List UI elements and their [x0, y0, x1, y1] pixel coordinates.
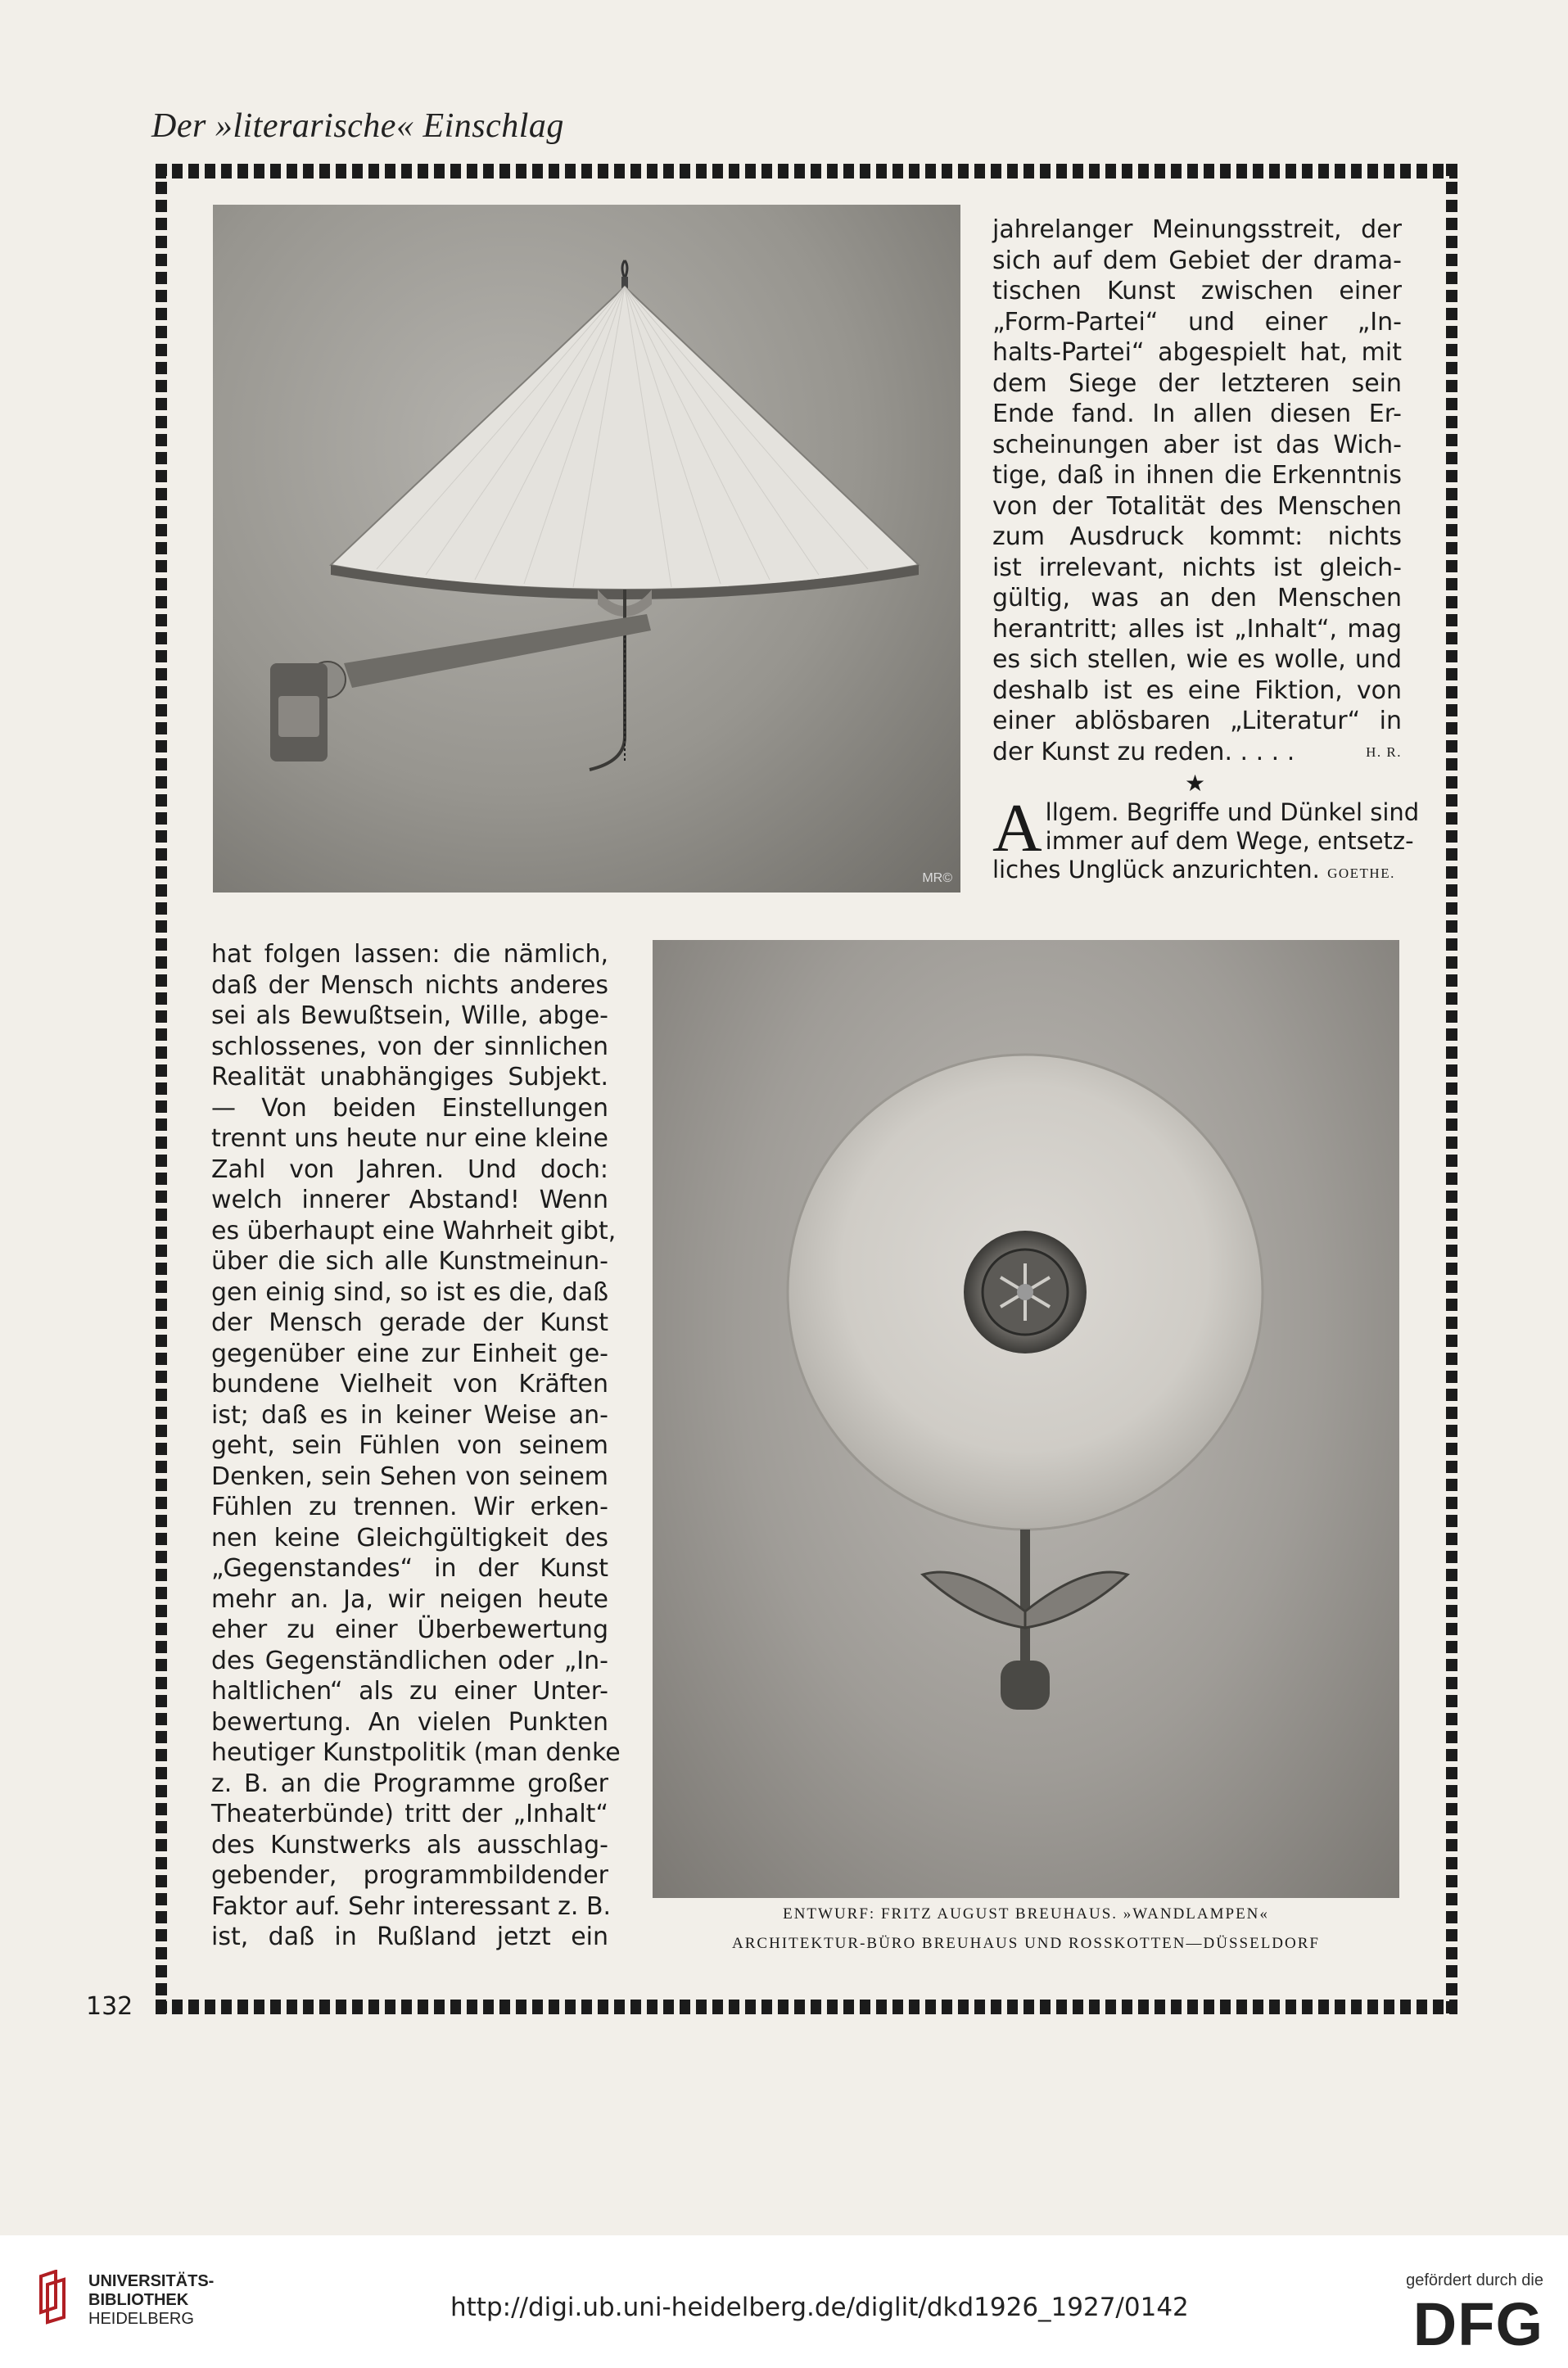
left-text-line: sei als Bewußtsein, Wille, abge-	[211, 1001, 608, 1030]
left-text-line: mehr an. Ja, wir neigen heute	[211, 1584, 608, 1614]
left-text-line: gen einig sind, so ist es die, daß	[211, 1277, 608, 1307]
right-text-line: halts-Partei“ abgespielt hat, mit	[992, 338, 1402, 367]
left-text-line: bewertung. An vielen Punkten	[211, 1707, 608, 1737]
border-right	[1446, 164, 1457, 2014]
right-text-line: tischen Kunst zwischen einer	[992, 277, 1402, 305]
round-lamp-illustration	[653, 940, 1399, 1898]
right-text-line: Ende fand. In allen diesen Er-	[992, 400, 1402, 428]
left-text-line: bundene Vielheit von Kräften	[211, 1370, 608, 1399]
left-text-line: geht, sein Fühlen von seinem	[211, 1431, 608, 1460]
border-bottom	[156, 2000, 1457, 2014]
quote-line: llgem. Begriffe und Dünkel sind	[1045, 798, 1420, 826]
page-number: 132	[86, 1992, 133, 2021]
left-text-line: Theaterbünde) tritt der „Inhalt“	[211, 1800, 608, 1828]
quote-line: immer auf dem Wege, entsetz-	[1045, 827, 1414, 855]
right-text-last-words: der Kunst zu reden. . . . .	[992, 737, 1295, 766]
left-text-line: Zahl von Jahren. Und doch:	[211, 1155, 608, 1184]
left-text-line: Realität unabhängiges Subjekt.	[211, 1063, 608, 1091]
left-text-line: des Gegenständlichen oder „In-	[211, 1646, 608, 1675]
right-text-line: gültig, was an den Menschen	[992, 584, 1402, 612]
left-text-line: trennt uns heute nur eine kleine	[211, 1124, 608, 1153]
photo-caption	[653, 1900, 1399, 1959]
photo-signature: MR©	[922, 871, 952, 885]
right-text-line: zum Ausdruck kommt: nichts	[992, 522, 1402, 551]
right-text-line-last	[992, 737, 1402, 768]
left-text-line: ist; daß es in keiner Weise an-	[211, 1400, 608, 1430]
left-text-line: nen keine Gleichgültigkeit des	[211, 1523, 608, 1552]
source-url-link[interactable]: http://digi.ub.uni-heidelberg.de/diglit/dkd1926_1927/0142	[450, 2293, 1189, 2322]
left-text-column	[211, 939, 621, 1953]
right-text-line: dem Siege der letzteren sein	[992, 368, 1402, 398]
left-text-line: welch innerer Abstand! Wenn	[211, 1186, 608, 1214]
right-text-line: tige, daß in ihnen die Erkenntnis	[992, 461, 1402, 490]
digitization-footer	[0, 2235, 1568, 2368]
library-name-line: HEIDELBERG	[88, 2310, 194, 2328]
running-head: Der »literarische« Einschlag	[151, 107, 564, 145]
right-text-line: ist irrelevant, nichts ist gleich-	[992, 553, 1402, 582]
library-name-line: UNIVERSITÄTS-	[88, 2272, 215, 2290]
left-text-line: z. B. an die Programme großer	[211, 1769, 608, 1798]
left-text-line: daß der Mensch nichts anderes	[211, 970, 608, 1000]
left-text-line: des Kunstwerks als ausschlag-	[211, 1830, 608, 1860]
left-text-line: über die sich alle Kunstmeinun-	[211, 1247, 608, 1276]
author-initials: H. R.	[1366, 743, 1402, 760]
right-text-line: „Form-Partei“ und einer „In-	[992, 307, 1402, 337]
quote-line-last	[992, 856, 1402, 888]
left-text-line: — Von beiden Einstellungen	[211, 1093, 608, 1123]
right-text-line: einer ablösbaren „Literatur“ in	[992, 707, 1402, 735]
left-text-line: „Gegenstandes“ in der Kunst	[211, 1554, 608, 1583]
left-text-line: heutiger Kunstpolitik (man denke	[211, 1738, 621, 1767]
right-text-line: herantritt; alles ist „Inhalt“, mag	[992, 614, 1402, 644]
right-text-line: deshalb ist es eine Fiktion, von	[992, 676, 1402, 705]
left-text-line: schlossenes, von der sinnlichen	[211, 1032, 608, 1061]
left-text-line: gebender, programmbildender	[211, 1861, 608, 1890]
right-text-column	[992, 215, 1402, 767]
quote-last-words: liches Unglück anzurichten.	[992, 856, 1320, 883]
right-text-line: von der Totalität des Menschen	[992, 491, 1402, 521]
right-text-line: es sich stellen, wie es wolle, und	[992, 645, 1402, 674]
library-name-line: BIBLIOTHEK	[88, 2291, 189, 2309]
left-text-line: haltlichen“ als zu einer Unter-	[211, 1677, 608, 1706]
left-text-line: Faktor auf. Sehr interessant z. B.	[211, 1891, 612, 1921]
quote-attribution: GOETHE.	[1327, 865, 1395, 881]
right-text-line: jahrelanger Meinungsstreit, der	[992, 215, 1402, 244]
left-text-line: ist, daß in Rußland jetzt ein	[211, 1923, 608, 1951]
caption-line: ARCHITEKTUR-BÜRO BREUHAUS UND ROSSKOTTEN—DÜSSELDORF	[732, 1935, 1320, 1952]
separator-star: ★	[1185, 770, 1206, 797]
border-top	[156, 164, 1457, 179]
conical-lamp-illustration	[213, 205, 960, 893]
university-library-logo-icon	[36, 2270, 72, 2327]
left-text-line: eher zu einer Überbewertung	[211, 1616, 608, 1644]
left-text-line: der Mensch gerade der Kunst	[211, 1308, 608, 1337]
photo-conical-wall-lamp	[213, 205, 960, 893]
caption-line: ENTWURF: FRITZ AUGUST BREUHAUS. »WANDLAMPEN«	[783, 1905, 1269, 1923]
quote-dropcap: A	[992, 790, 1042, 866]
dfg-logo: DFG	[1412, 2290, 1543, 2358]
library-name	[88, 2272, 214, 2329]
funding-label: gefördert durch die	[1406, 2271, 1543, 2289]
photo-round-wall-lamp	[653, 940, 1399, 1898]
right-text-line: sich auf dem Gebiet der drama-	[992, 246, 1402, 275]
left-text-line: es überhaupt eine Wahrheit gibt,	[211, 1216, 617, 1245]
left-text-line: Denken, sein Sehen von seinem	[211, 1462, 608, 1491]
goethe-quote	[992, 790, 1420, 888]
border-left	[156, 164, 167, 2014]
left-text-line: Fühlen zu trennen. Wir erken-	[211, 1493, 608, 1521]
right-text-line: scheinungen aber ist das Wich-	[992, 430, 1402, 459]
left-text-line: hat folgen lassen: die nämlich,	[211, 940, 608, 969]
left-text-line: gegenüber eine zur Einheit ge-	[211, 1339, 608, 1368]
